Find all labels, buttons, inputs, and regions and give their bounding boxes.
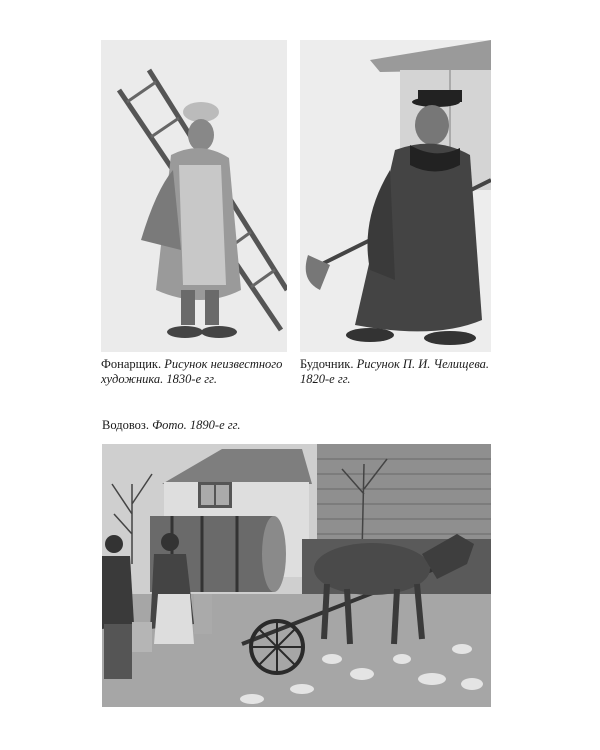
water-carrier-caption [102, 418, 402, 433]
lamplighter-caption [101, 357, 291, 387]
watchman-caption [300, 357, 495, 387]
watchman-caption-source: Рисунок П. И. Челищева. 1820-е гг. [300, 357, 490, 386]
lamplighter-caption-title: Фонарщик. [101, 357, 165, 371]
lamplighter-caption-source: Рисунок неизвестного художника. 1830-е гг. [101, 357, 283, 386]
watchman-drawing [300, 40, 491, 352]
water-carrier-caption-source: Фото. 1890-е гг. [152, 418, 241, 432]
watchman-caption-title: Будочник. [300, 357, 357, 371]
water-carrier-photo [102, 444, 491, 707]
water-carrier-caption-title: Водовоз. [102, 418, 153, 432]
lamplighter-drawing [101, 40, 287, 352]
